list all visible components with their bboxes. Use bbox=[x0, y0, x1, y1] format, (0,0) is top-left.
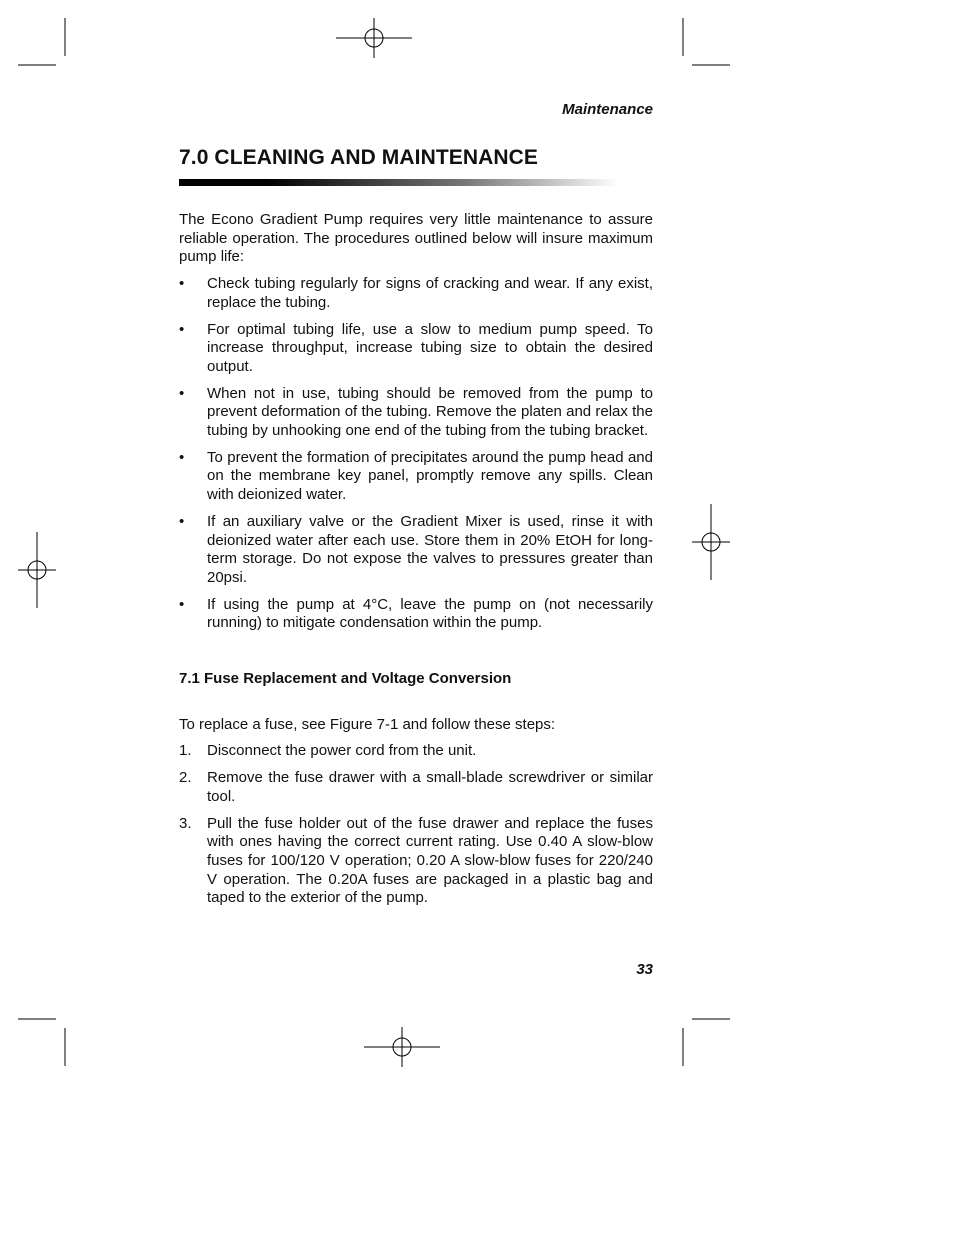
list-item bbox=[179, 742, 653, 761]
bullet-marker: • bbox=[179, 320, 185, 338]
list-item-text: Remove the fuse drawer with a small-blade screwdriver or similar tool. bbox=[207, 769, 653, 805]
list-item bbox=[179, 815, 653, 909]
list-item bbox=[179, 513, 653, 588]
list-item-text: If an auxiliary valve or the Gradient Mixer is used, rinse it with deionized water after each use. Store them in 20% EtOH for long-term storage. Do not expose the valves to pressures greater than 20psi. bbox=[207, 512, 653, 586]
step-number: 2. bbox=[179, 769, 192, 787]
running-header: Maintenance bbox=[562, 101, 653, 118]
step-number: 1. bbox=[179, 742, 192, 760]
intro-paragraph: The Econo Gradient Pump requires very little maintenance to assure reliable operation. The procedures outlined below will insure maximum pump life: bbox=[179, 211, 653, 266]
bullet-marker: • bbox=[179, 448, 185, 466]
list-item bbox=[179, 321, 653, 377]
title-underline-gradient bbox=[179, 179, 619, 186]
bullet-marker: • bbox=[179, 512, 185, 530]
list-item bbox=[179, 596, 653, 633]
registration-mark-icon bbox=[692, 504, 730, 580]
bullet-marker: • bbox=[179, 595, 185, 613]
registration-mark-icon bbox=[18, 532, 56, 608]
list-item bbox=[179, 275, 653, 312]
steps-intro-paragraph: To replace a fuse, see Figure 7-1 and follow these steps: bbox=[179, 715, 556, 733]
page-body bbox=[179, 211, 653, 916]
bullet-marker: • bbox=[179, 275, 185, 293]
registration-mark-icon bbox=[364, 1027, 440, 1067]
list-item-text: Pull the fuse holder out of the fuse drawer and replace the fuses with ones having the correct current rating. Use 0.40 A slow-blow fuses for 100/120 V operation; 0.20 A slow-blow fuses for 220/240 V operation. The 0.20A fuses are packaged in a plastic bag and taped to the exterior of the pump. bbox=[207, 814, 653, 907]
bullet-marker: • bbox=[179, 384, 185, 402]
page-number: 33 bbox=[636, 961, 653, 978]
list-item-text: Check tubing regularly for signs of cracking and wear. If any exist, replace the tubing. bbox=[207, 275, 653, 311]
list-item bbox=[179, 449, 653, 505]
list-item bbox=[179, 769, 653, 806]
maintenance-bullet-list bbox=[179, 275, 653, 633]
list-item-text: If using the pump at 4°C, leave the pump on (not necessarily running) to mitigate condensation within the pump. bbox=[207, 595, 653, 632]
step-number: 3. bbox=[179, 814, 192, 832]
list-item-text: To prevent the formation of precipitates around the pump head and on the membrane key panel, promptly remove any spills. Clean with deionized water. bbox=[207, 448, 653, 504]
list-item-text: Disconnect the power cord from the unit. bbox=[207, 742, 477, 760]
fuse-steps-list bbox=[179, 742, 653, 908]
registration-mark-icon bbox=[336, 18, 412, 58]
list-item bbox=[179, 385, 653, 441]
list-item-text: For optimal tubing life, use a slow to medium pump speed. To increase throughput, increase tubing size to obtain the desired output. bbox=[207, 320, 653, 375]
section-heading: 7.1 Fuse Replacement and Voltage Conversion bbox=[179, 670, 512, 688]
list-item-text: When not in use, tubing should be removed from the pump to prevent deformation of the tubing. Remove the platen and relax the tubing by unhooking one end of the tubing from the tubing bracket. bbox=[207, 384, 653, 440]
page-title: 7.0 CLEANING AND MAINTENANCE bbox=[179, 146, 539, 169]
